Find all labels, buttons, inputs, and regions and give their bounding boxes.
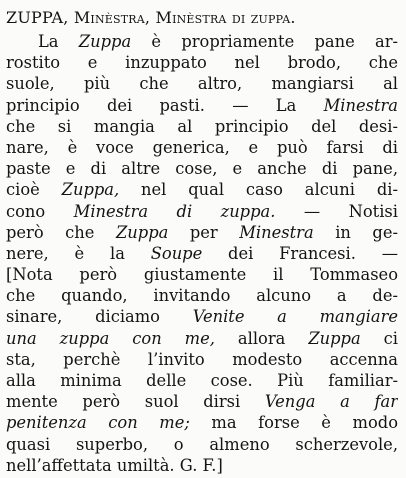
text-segment: che si mangia al principio del desi- [6, 116, 398, 136]
text-segment: in ge- [313, 222, 398, 242]
text-line [6, 370, 398, 391]
dictionary-entry [6, 7, 398, 476]
italic-text: Venga a far [264, 392, 398, 412]
text-line [6, 391, 398, 412]
italic-text: Minestra [323, 95, 398, 115]
text-segment: [Nota però giustamente il Tommaseo [6, 265, 398, 285]
text-line [6, 285, 398, 306]
headword-variant-1: Minèstra, [73, 8, 151, 27]
italic-text: Zuppa, [61, 180, 120, 200]
entry-body [6, 31, 398, 476]
text-segment: sinare, diciamo [6, 307, 193, 327]
text-segment: cono [6, 201, 74, 221]
text-line [6, 455, 398, 476]
text-segment: alla minima delle cose. Più familiar- [6, 371, 398, 390]
text-segment: nere, è la [6, 243, 151, 263]
text-segment: per [168, 222, 240, 242]
text-segment: nel qual caso alcuni di- [119, 180, 398, 200]
italic-text: Venite a mangiare [192, 307, 398, 327]
italic-text: Minestra di zuppa. [73, 201, 276, 221]
text-segment: principio dei pasti. — La [6, 95, 324, 115]
text-line [6, 137, 398, 158]
italic-text: penitenza con me; [6, 413, 190, 433]
text-segment: sta, perchè l’invito modesto accenna [6, 349, 398, 369]
text-segment: allora [214, 328, 309, 348]
italic-text: Zuppa [115, 222, 169, 242]
text-segment: — Notisi [275, 201, 398, 221]
text-segment: La [38, 32, 79, 51]
text-segment: è propriamente pane ar- [131, 32, 398, 51]
italic-text: Soupe [150, 243, 203, 263]
text-line [6, 158, 398, 179]
text-segment: nare, è voce generica, e può farsi di [6, 137, 398, 157]
italic-text: Zuppa [78, 32, 132, 51]
text-segment: quasi superbo, o almeno scherzevole, [6, 434, 398, 454]
text-line [6, 201, 398, 222]
text-line [6, 243, 398, 264]
text-line [6, 95, 398, 116]
text-line [6, 434, 398, 455]
text-line [6, 306, 398, 327]
text-segment: ci [360, 328, 398, 348]
text-segment: rostito e inzuppato nel brodo, che [6, 53, 398, 73]
text-segment: ma forse è modo [189, 413, 398, 433]
text-line [6, 264, 398, 285]
text-line [6, 31, 398, 52]
text-segment: paste e di altre cose, e anche di pane, [6, 159, 398, 179]
text-segment: nell’affettata umiltà. G. F.] [6, 455, 223, 475]
headword-main: ZUPPA, [6, 8, 69, 27]
text-line [6, 179, 398, 200]
text-segment: che quando, invitando alcuno a de- [6, 286, 398, 306]
text-line [6, 116, 398, 137]
text-line [6, 52, 398, 73]
italic-text: Minestra [239, 222, 314, 242]
headword-variant-2: Minèstra di zuppa. [155, 8, 296, 27]
text-line [6, 222, 398, 243]
entry-headword [6, 7, 398, 29]
text-segment: suole, più che altro, mangiarsi al [6, 74, 398, 94]
text-segment: però che [6, 222, 116, 242]
text-line [6, 73, 398, 94]
italic-text: Zuppa [308, 328, 361, 348]
italic-text: una zuppa con me, [6, 328, 215, 348]
text-segment: mente però suol dirsi [6, 392, 265, 412]
text-segment: cioè [6, 180, 62, 200]
text-line [6, 412, 398, 433]
text-line [6, 328, 398, 349]
text-segment: dei Francesi. — [202, 243, 398, 263]
text-line [6, 349, 398, 370]
